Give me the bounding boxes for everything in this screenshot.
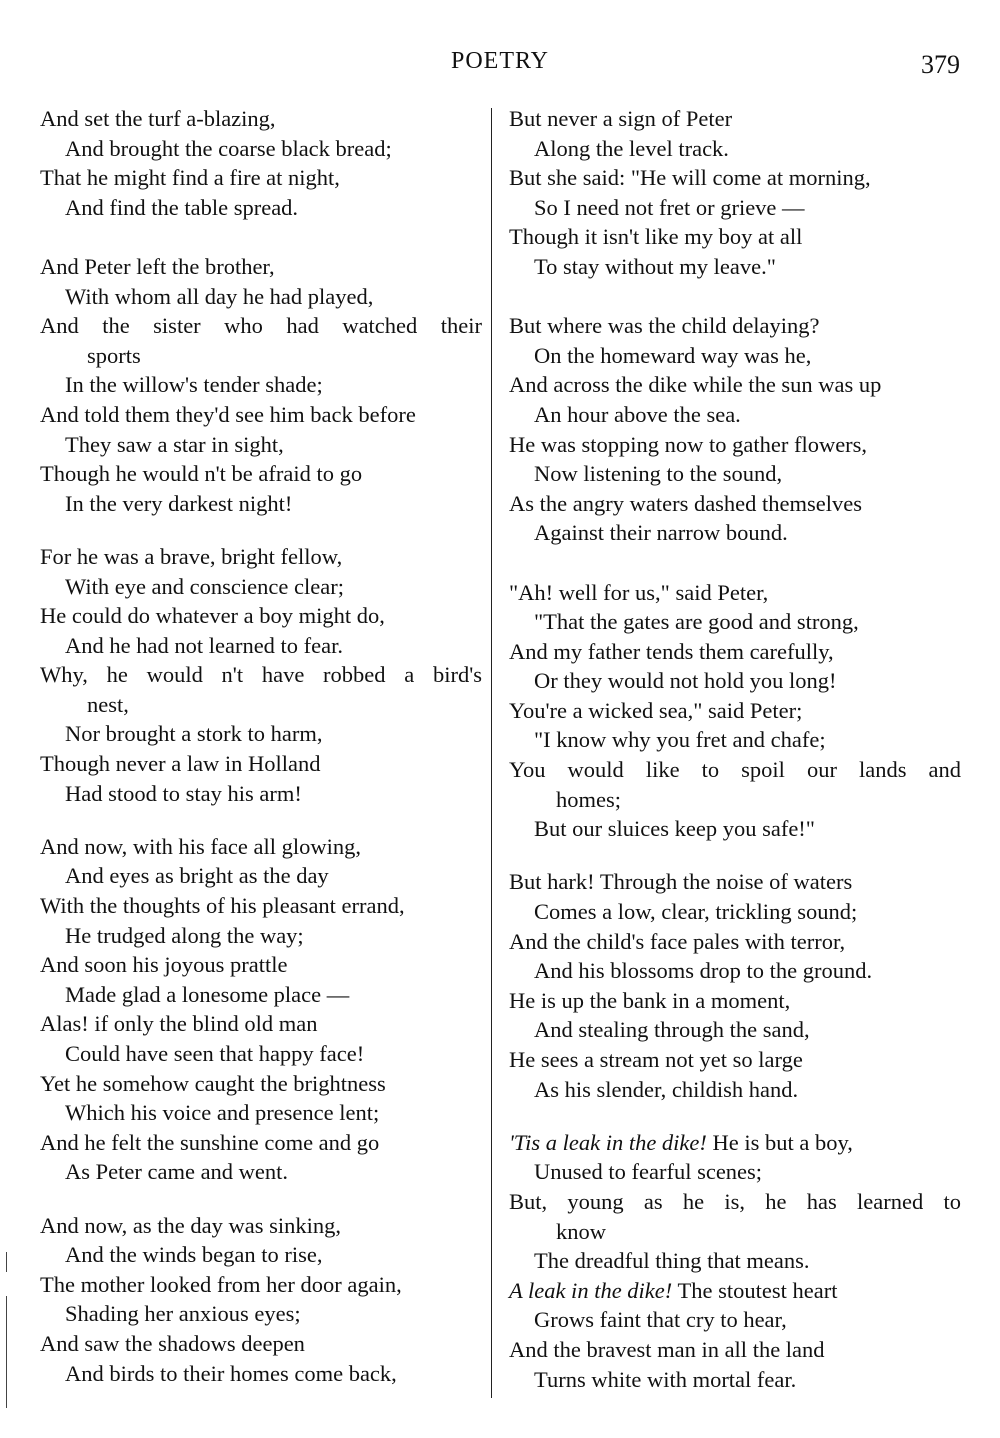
- verse-line: Could have seen that happy face!: [65, 1041, 365, 1066]
- verse-line: They saw a star in sight,: [65, 431, 284, 457]
- running-head: POETRY: [450, 48, 549, 74]
- verse-line: But, young as he is, he has learned to: [509, 1188, 961, 1214]
- verse-line-continuation: know: [556, 1218, 606, 1244]
- verse-line: Unused to fearful scenes;: [534, 1159, 763, 1185]
- verse-line: And eyes as bright as the day: [65, 863, 329, 889]
- verse-line: Grows faint that cry to hear,: [534, 1307, 787, 1333]
- verse-line: Nor brought a stork to harm,: [65, 721, 323, 747]
- verse-line: And my father tends them carefully,: [509, 638, 834, 664]
- verse-line-continuation: sports: [87, 342, 141, 368]
- emphasis-text: 'Tis a leak in the dike!: [509, 1129, 707, 1155]
- verse-line: You would like to spoil our lands and: [509, 757, 961, 783]
- verse-line: He was stopping now to gather flowers,: [509, 431, 868, 457]
- verse-line: With eye and conscience clear;: [65, 573, 344, 599]
- verse-line: Comes a low, clear, trickling sound;: [534, 899, 858, 925]
- verse-line: And find the table spread.: [65, 194, 299, 220]
- stanza: [509, 867, 961, 1104]
- verse-line: To stay without my leave.": [534, 253, 776, 279]
- verse-line: With the thoughts of his pleasant errand,: [40, 893, 405, 919]
- verse-line: And now, as the day was sinking,: [40, 1212, 342, 1238]
- verse-line: Made glad a lonesome place —: [65, 981, 350, 1007]
- verse-line: Had stood to stay his arm!: [65, 780, 302, 806]
- verse-line: Against their narrow bound.: [534, 520, 788, 546]
- left-column: [40, 104, 482, 1388]
- verse-line: But hark! Through the noise of waters: [509, 869, 853, 895]
- emphasis-text: A leak in the dike!: [509, 1277, 673, 1303]
- verse-line: And saw the shadows deepen: [40, 1330, 305, 1356]
- stanza: [40, 252, 482, 518]
- verse-line: Or they would not hold you long!: [534, 668, 837, 694]
- verse-line: Though never a law in Holland: [40, 751, 321, 777]
- verse-line: Alas! if only the blind old man: [40, 1011, 318, 1037]
- verse-line: [509, 1128, 961, 1158]
- verse-line: As Peter came and went.: [65, 1159, 289, 1185]
- stanza: [509, 104, 961, 282]
- verse-line: And he had not learned to fear.: [65, 632, 344, 658]
- verse-line: But where was the child delaying?: [509, 313, 820, 339]
- verse-line-continuation: nest,: [87, 691, 129, 717]
- margin-mark: [6, 1252, 7, 1272]
- stanza: [40, 1211, 482, 1389]
- verse-line: The mother looked from her door again,: [40, 1271, 402, 1297]
- verse-line: And the bravest man in all the land: [509, 1336, 825, 1362]
- verse-line: Now listening to the sound,: [534, 461, 783, 487]
- verse-line: And his blossoms drop to the ground.: [534, 958, 873, 984]
- verse-line: And the child's face pales with terror,: [509, 928, 846, 954]
- verse-line: But never a sign of Peter: [509, 106, 733, 131]
- stanza: [509, 1128, 961, 1394]
- verse-line: "I know why you fret and chafe;: [534, 727, 826, 753]
- verse-line: And told them they'd see him back before: [40, 401, 416, 427]
- verse-line: And the sister who had watched their: [40, 313, 482, 339]
- verse-line: And Peter left the brother,: [40, 253, 275, 279]
- verse-line: But our sluices keep you safe!": [534, 816, 815, 842]
- verse-line: On the homeward way was he,: [534, 342, 812, 368]
- verse-line: "Ah! well for us," said Peter,: [509, 579, 769, 605]
- verse-line: And set the turf a-blazing,: [40, 106, 276, 131]
- verse-line: And the winds began to rise,: [65, 1242, 323, 1268]
- verse-line: That he might find a fire at night,: [40, 165, 340, 191]
- page-header: [0, 48, 1000, 82]
- verse-line: "That the gates are good and strong,: [534, 609, 859, 635]
- verse-line: Shading her anxious eyes;: [65, 1301, 301, 1327]
- stanza: [509, 578, 961, 844]
- verse-line: With whom all day he had played,: [65, 283, 374, 309]
- verse-line: You're a wicked sea," said Peter;: [509, 697, 803, 723]
- stanza: [40, 104, 482, 222]
- verse-text: The stoutest heart: [677, 1277, 838, 1303]
- verse-text: He is but a boy,: [712, 1129, 853, 1155]
- verse-line: [509, 1276, 961, 1306]
- verse-line: Though he would n't be afraid to go: [40, 461, 363, 487]
- verse-line: For he was a brave, bright fellow,: [40, 543, 343, 569]
- verse-line: An hour above the sea.: [534, 401, 741, 427]
- verse-line: And stealing through the sand,: [534, 1017, 810, 1043]
- verse-line: He trudged along the way;: [65, 922, 304, 948]
- verse-line-continuation: homes;: [556, 786, 621, 812]
- verse-line: And soon his joyous prattle: [40, 952, 288, 978]
- verse-line: And he felt the sunshine come and go: [40, 1129, 380, 1155]
- verse-line: The dreadful thing that means.: [534, 1248, 810, 1274]
- page-number: 379: [921, 50, 960, 79]
- verse-line: And now, with his face all glowing,: [40, 833, 361, 859]
- stanza: [40, 542, 482, 808]
- verse-line: But she said: "He will come at morning,: [509, 165, 871, 191]
- stanza: [509, 311, 961, 548]
- verse-line: He sees a stream not yet so large: [509, 1047, 803, 1072]
- verse-line: In the willow's tender shade;: [65, 372, 323, 398]
- verse-line: He is up the bank in a moment,: [509, 987, 791, 1013]
- verse-line: As the angry waters dashed themselves: [509, 490, 863, 516]
- stanza: [40, 832, 482, 1187]
- verse-line: Though it isn't like my boy at all: [509, 224, 803, 250]
- verse-line: So I need not fret or grieve —: [534, 194, 805, 220]
- verse-line: Which his voice and presence lent;: [65, 1100, 380, 1126]
- verse-line: Turns white with mortal fear.: [534, 1366, 797, 1392]
- verse-line: He could do whatever a boy might do,: [40, 603, 385, 629]
- verse-line: Along the level track.: [534, 135, 729, 161]
- verse-line: As his slender, childish hand.: [534, 1076, 799, 1102]
- margin-mark: [6, 1296, 7, 1408]
- column-divider: [491, 108, 492, 1398]
- verse-line: And across the dike while the sun was up: [509, 372, 882, 398]
- verse-line: In the very darkest night!: [65, 490, 293, 516]
- verse-line: Why, he would n't have robbed a bird's: [40, 662, 482, 688]
- verse-line: And brought the coarse black bread;: [65, 135, 392, 161]
- verse-line: Yet he somehow caught the brightness: [40, 1070, 386, 1096]
- right-column: [509, 104, 961, 1394]
- verse-line: And birds to their homes come back,: [65, 1360, 397, 1386]
